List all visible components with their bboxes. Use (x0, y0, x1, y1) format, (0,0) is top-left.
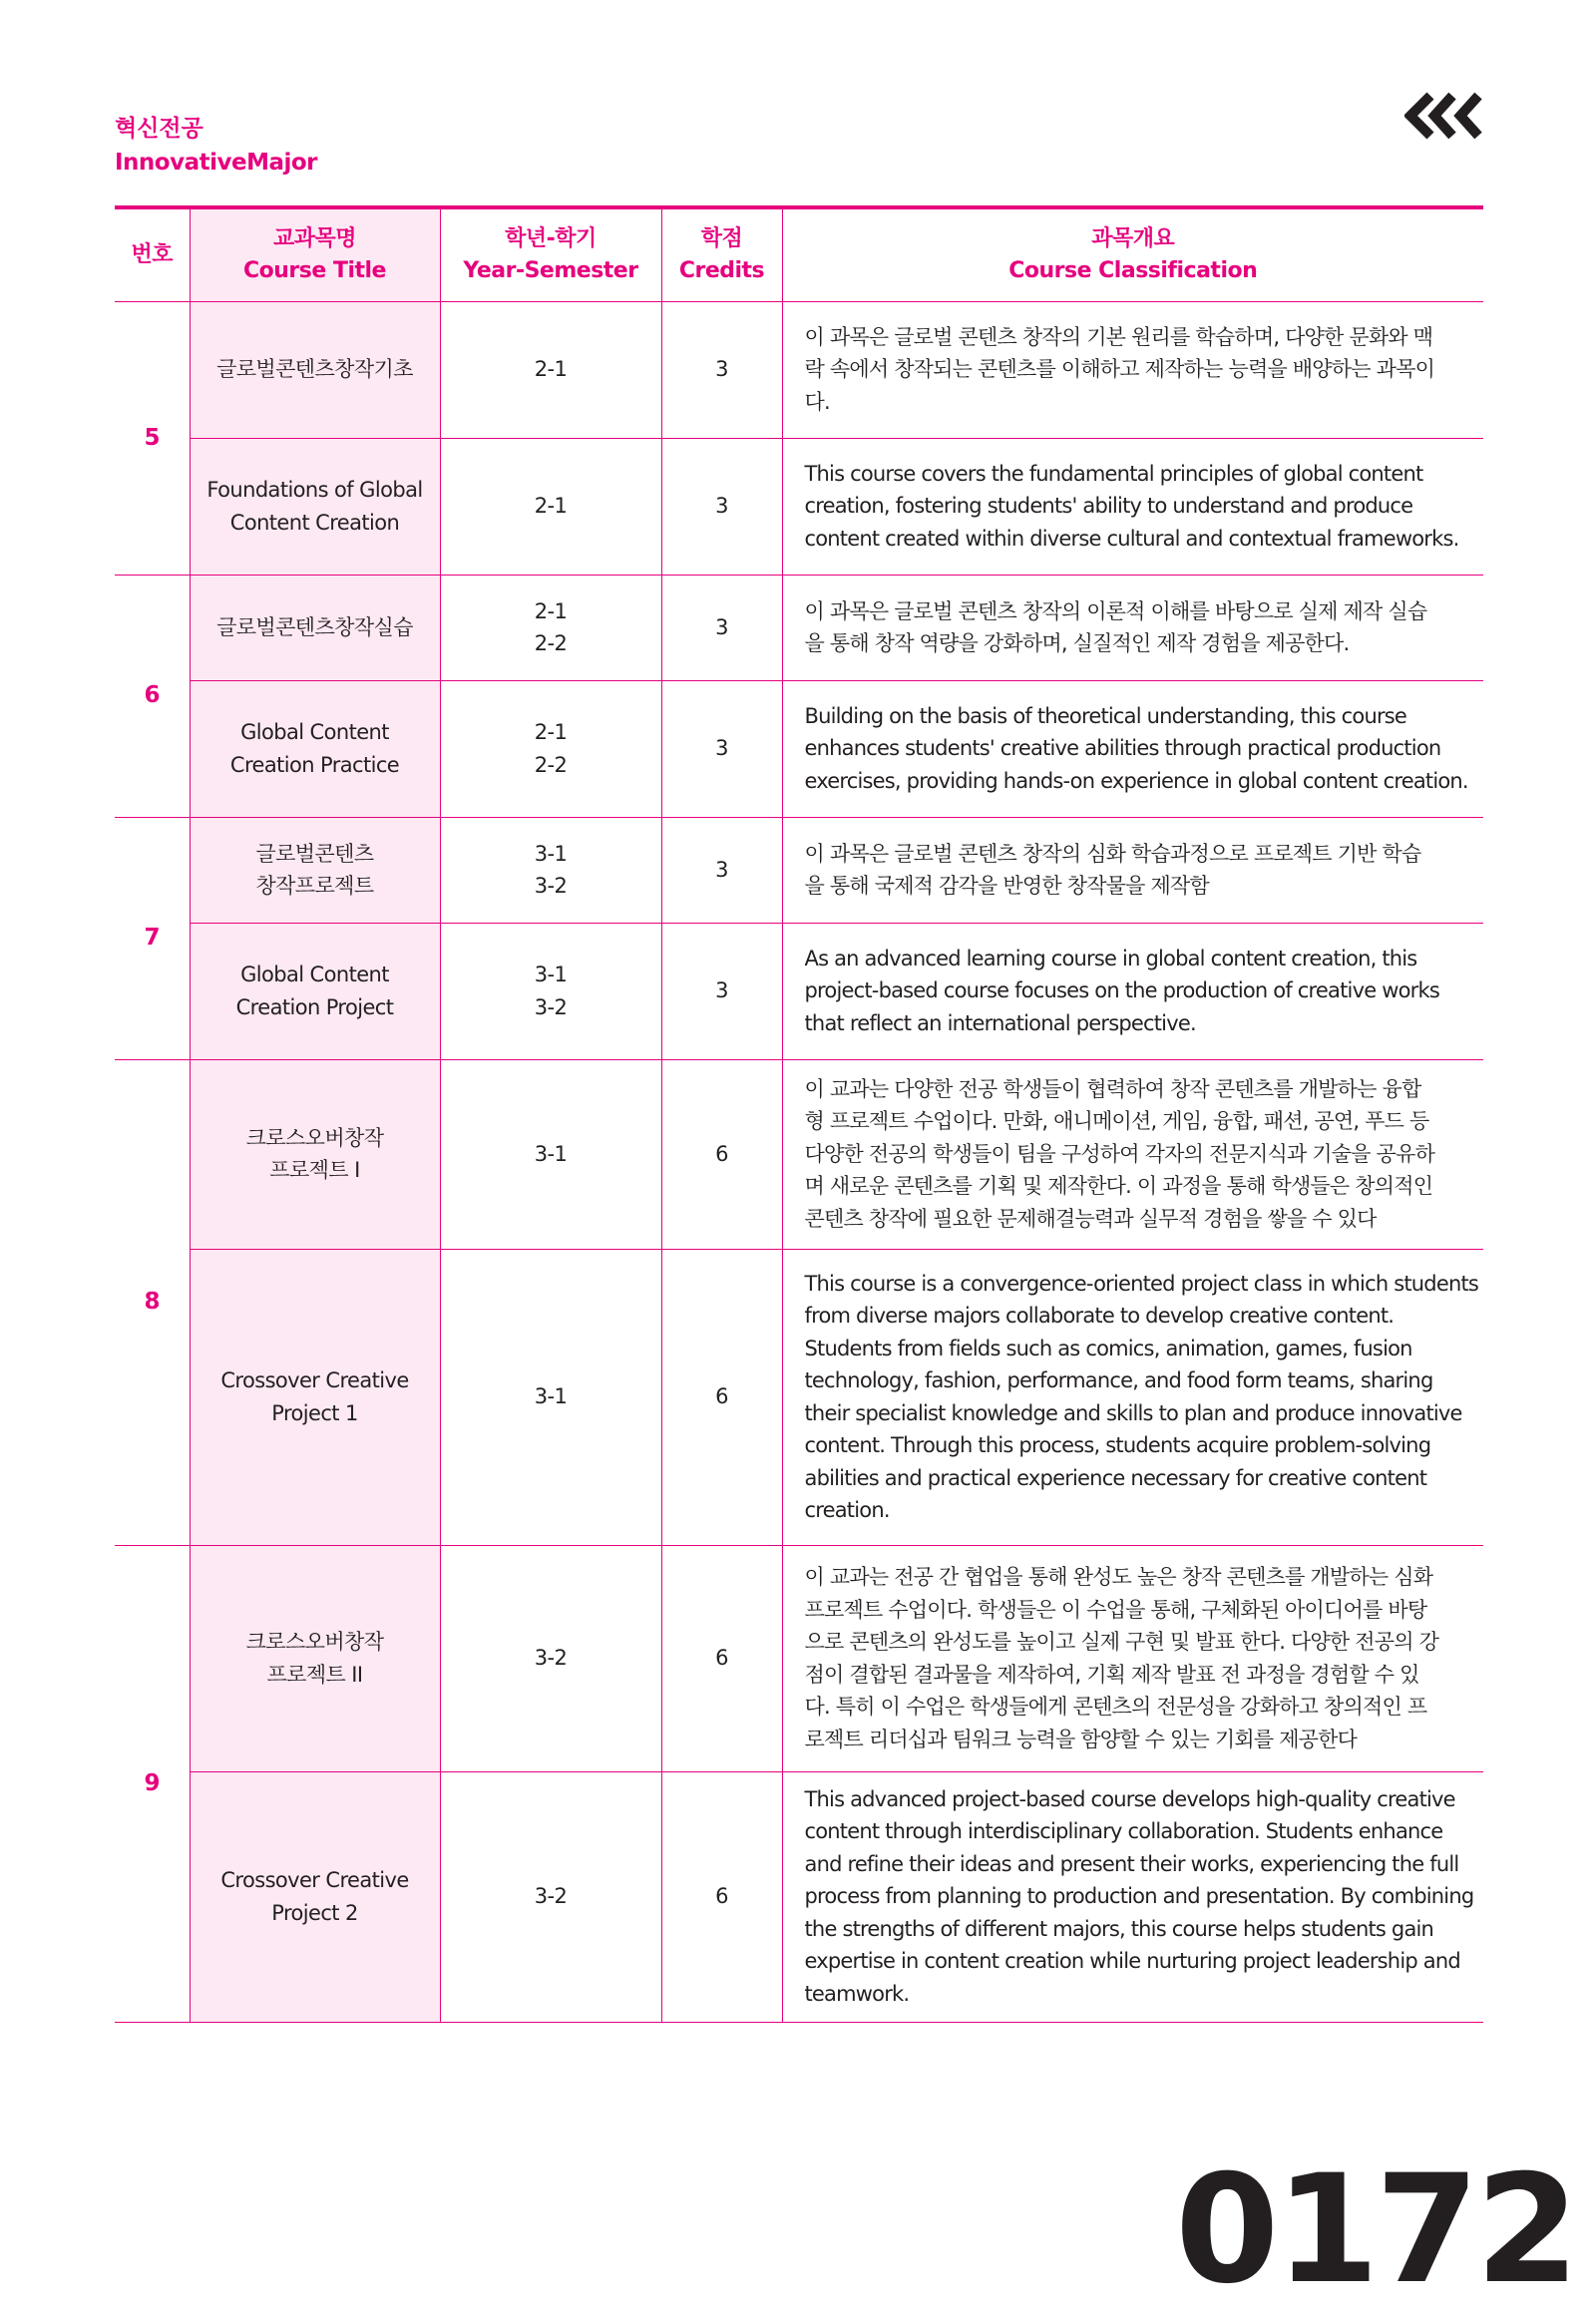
table-row (115, 301, 1483, 438)
course-table (115, 205, 1483, 2023)
course-description-line: 을 통해 창작 역량을 강화하며, 실질적인 제작 경험을 제공한다. (804, 631, 1350, 655)
course-title (190, 1059, 440, 1249)
credits: 6 (661, 1771, 782, 2022)
course-description-line: content through interdisciplinary collaboration. Students enhance (804, 1819, 1443, 1844)
course-description-line: This course is a convergence-oriented project class in which students (804, 1271, 1479, 1296)
course-title (190, 438, 440, 575)
year-semester-line: 3-2 (534, 1884, 568, 1909)
table-row (115, 1545, 1483, 1771)
course-description-line: creation, fostering students' ability to understand and produce (804, 494, 1413, 519)
course-title-line: 크로스오버창작 (245, 1125, 384, 1150)
course-description-line: As an advanced learning course in global content creation, this (804, 946, 1417, 970)
course-title (190, 817, 440, 923)
course-title-line: Project 2 (271, 1900, 358, 1925)
table-row (115, 1059, 1483, 1249)
header-title-ko: 혁신전공 (115, 116, 203, 142)
course-title-line: Global Content (240, 963, 389, 986)
course-description-line: 이 과목은 글로벌 콘텐츠 창작의 심화 학습과정으로 프로젝트 기반 학습 (804, 841, 1421, 866)
course-description-line: 이 과목은 글로벌 콘텐츠 창작의 기본 원리를 학습하며, 다양한 문화와 맥 (804, 324, 1433, 349)
course-title (190, 301, 440, 438)
header-course-classification: 과목개요 Course Classification (782, 207, 1483, 301)
course-description-line: the strengths of different majors, this course helps students gain (804, 1916, 1434, 1941)
table-row (115, 923, 1483, 1059)
year-semester-line: 2-1 (534, 720, 568, 744)
header-course-title: 교과목명 Course Title (190, 207, 440, 301)
table-row (115, 817, 1483, 923)
course-number: 9 (115, 1545, 190, 2022)
course-title-line: Creation Practice (229, 752, 400, 777)
ck-logo-icon (1404, 92, 1486, 140)
credits: 3 (661, 575, 782, 680)
credits: 6 (661, 1249, 782, 1545)
course-title-line: Global Content (240, 720, 389, 744)
year-semester-line: 3-2 (534, 874, 568, 898)
course-description-line: content created within diverse cultural and contextual frameworks. (804, 526, 1459, 551)
year-semester-line: 3-2 (534, 994, 568, 1019)
credits: 6 (661, 1059, 782, 1249)
course-number: 6 (115, 575, 190, 817)
year-semester (440, 923, 661, 1059)
course-description-line: 프로젝트 수업이다. 학생들은 이 수업을 통해, 구체화된 아이디어를 바탕 (804, 1597, 1427, 1622)
course-description (782, 301, 1483, 438)
course-description (782, 1771, 1483, 2022)
course-description (782, 817, 1483, 923)
year-semester-line: 2-2 (534, 752, 568, 777)
course-title-line: 글로벌콘텐츠창작실습 (216, 614, 413, 639)
course-description (782, 680, 1483, 817)
course-description-line: 형 프로젝트 수업이다. 만화, 애니메이션, 게임, 융합, 패션, 공연, 푸드 등 (804, 1109, 1429, 1134)
course-description-line: exercises, providing hands-on experience in global content creation. (804, 768, 1468, 793)
page-number: 0172 (1175, 2143, 1576, 2317)
course-description-line: that reflect an international perspective. (804, 1010, 1196, 1035)
year-semester (440, 817, 661, 923)
course-description-line: abilities and practical experience necessary for creative content (804, 1465, 1427, 1490)
course-title (190, 923, 440, 1059)
year-semester (440, 1771, 661, 2022)
table-header-row (115, 207, 1483, 301)
course-description-line: 다양한 전공의 학생들이 팀을 구성하여 각자의 전문지식과 기술을 공유하 (804, 1141, 1435, 1166)
course-title (190, 1771, 440, 2022)
course-description-line: 이 교과는 다양한 전공 학생들이 협력하여 창작 콘텐츠를 개발하는 융합 (804, 1076, 1421, 1101)
course-description-line: This advanced project-based course develops high-quality creative (804, 1786, 1455, 1811)
course-number: 5 (115, 301, 190, 575)
course-description-line: their specialist knowledge and skills to plan and produce innovative (804, 1400, 1462, 1425)
course-description-line: Students from fields such as comics, animation, games, fusion (804, 1336, 1412, 1360)
course-title-line: Content Creation (229, 510, 400, 535)
course-title-line: 프로젝트 I (269, 1158, 360, 1182)
course-description-line: 다. 특히 이 수업은 학생들에게 콘텐츠의 전문성을 강화하고 창의적인 프 (804, 1695, 1427, 1719)
course-description-line: 락 속에서 창작되는 콘텐츠를 이해하고 제작하는 능력을 배양하는 과목이 (804, 357, 1435, 382)
table-row (115, 575, 1483, 680)
header-year-semester: 학년-학기 Year-Semester (440, 207, 661, 301)
header-number: 번호 (115, 207, 190, 301)
year-semester-line: 2-1 (534, 598, 568, 623)
course-description (782, 923, 1483, 1059)
credits: 6 (661, 1545, 782, 1771)
year-semester-line: 2-1 (534, 494, 568, 519)
course-description-line: 이 과목은 글로벌 콘텐츠 창작의 이론적 이해를 바탕으로 실제 제작 실습 (804, 598, 1427, 623)
course-title-line: 프로젝트 II (266, 1662, 363, 1687)
credits: 3 (661, 923, 782, 1059)
year-semester-line: 3-1 (534, 1141, 568, 1166)
course-description-line: expertise in content creation while nurturing project leadership and (804, 1949, 1460, 1974)
course-description-line: 며 새로운 콘텐츠를 기획 및 제작한다. 이 과정을 통해 학생들은 창의적인 (804, 1174, 1433, 1199)
course-title-line: Crossover Creative (220, 1368, 409, 1392)
table-row (115, 438, 1483, 575)
header-credits: 학점 Credits (661, 207, 782, 301)
course-description-line: creation. (804, 1498, 890, 1522)
course-description (782, 1249, 1483, 1545)
course-title (190, 1249, 440, 1545)
course-title-line: 크로스오버창작 (245, 1630, 384, 1654)
course-description-line: project-based course focuses on the production of creative works (804, 978, 1439, 1003)
year-semester-line: 3-1 (534, 1384, 568, 1409)
course-title-line: Project 1 (271, 1400, 358, 1425)
course-description-line: enhances students' creative abilities through practical production (804, 736, 1441, 761)
year-semester-line: 3-1 (534, 841, 568, 866)
year-semester-line: 3-1 (534, 963, 568, 986)
course-description-line: 이 교과는 전공 간 협업을 통해 완성도 높은 창작 콘텐츠를 개발하는 심화 (804, 1565, 1433, 1589)
course-description-line: process from planning to production and presentation. By combining (804, 1884, 1474, 1909)
credits: 3 (661, 438, 782, 575)
course-title (190, 575, 440, 680)
course-title-line: 글로벌콘텐츠 (255, 841, 374, 866)
table-row (115, 1249, 1483, 1545)
course-description (782, 1545, 1483, 1771)
course-description-line: content. Through this process, students acquire problem-solving (804, 1433, 1431, 1457)
course-description-line: 다. (804, 389, 830, 414)
year-semester (440, 1059, 661, 1249)
course-description-line: 으로 콘텐츠의 완성도를 높이고 실제 구현 및 발표 한다. 다양한 전공의 강 (804, 1630, 1439, 1654)
table-row (115, 1771, 1483, 2022)
course-number: 7 (115, 817, 190, 1059)
course-title (190, 1545, 440, 1771)
course-title-line: Crossover Creative (220, 1868, 409, 1892)
course-description-line: from diverse majors collaborate to develop creative content. (804, 1304, 1395, 1328)
year-semester (440, 575, 661, 680)
course-title (190, 680, 440, 817)
course-description-line: This course covers the fundamental principles of global content (804, 461, 1423, 486)
course-description (782, 575, 1483, 680)
year-semester (440, 301, 661, 438)
course-description-line: 로젝트 리더십과 팀워크 능력을 함양할 수 있는 기회를 제공한다 (804, 1727, 1358, 1751)
course-title-line: Foundations of Global (206, 478, 423, 502)
year-semester-line: 3-2 (534, 1646, 568, 1671)
course-description-line: teamwork. (804, 1981, 910, 2006)
credits: 3 (661, 301, 782, 438)
course-number: 8 (115, 1059, 190, 1545)
year-semester-line: 2-1 (534, 357, 568, 382)
header (115, 112, 317, 180)
header-title-en: InnovativeMajor (115, 150, 318, 176)
year-semester (440, 1249, 661, 1545)
course-description (782, 438, 1483, 575)
year-semester (440, 438, 661, 575)
course-title-line: Creation Project (235, 994, 394, 1019)
course-description (782, 1059, 1483, 1249)
course-description-line: technology, fashion, performance, and food form teams, sharing (804, 1368, 1433, 1392)
credits: 3 (661, 817, 782, 923)
course-description-line: 을 통해 국제적 감각을 반영한 창작물을 제작함 (804, 874, 1209, 898)
course-table-wrapper (115, 205, 1483, 2023)
course-title-line: 글로벌콘텐츠창작기초 (216, 357, 413, 382)
course-description-line: 콘텐츠 창작에 필요한 문제해결능력과 실무적 경험을 쌓을 수 있다 (804, 1206, 1377, 1231)
course-description-line: and refine their ideas and present their works, experiencing the full (804, 1851, 1459, 1876)
credits: 3 (661, 680, 782, 817)
course-description-line: 점이 결합된 결과물을 제작하여, 기획 제작 발표 전 과정을 경험할 수 있 (804, 1662, 1419, 1687)
year-semester-line: 2-2 (534, 631, 568, 655)
year-semester (440, 1545, 661, 1771)
course-description-line: Building on the basis of theoretical understanding, this course (804, 703, 1407, 728)
course-title-line: 창작프로젝트 (255, 874, 374, 898)
table-row (115, 680, 1483, 817)
year-semester (440, 680, 661, 817)
